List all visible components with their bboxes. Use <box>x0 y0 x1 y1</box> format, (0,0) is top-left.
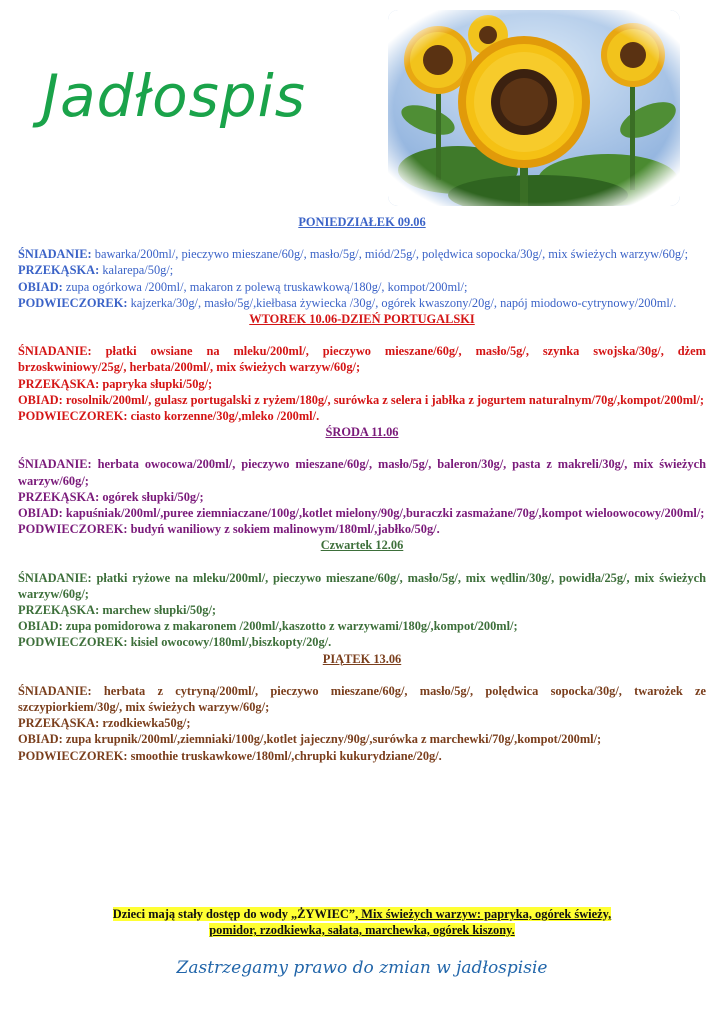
sunflower-image <box>388 10 680 206</box>
menu-row: ŚNIADANIE: bawarka/200ml/, pieczywo mieszane/60g/, masło/5g/, miód/25g/, polędwica sopocka/30g/, mix świeżych warzyw/60g/; <box>18 247 689 262</box>
menu-row: PRZEKĄSKA: rzodkiewka50g/; <box>18 716 191 731</box>
menu-row: PODWIECZOREK: kisiel owocowy/180ml/,biszkopty/20g/. <box>18 635 332 650</box>
menu-row: PRZEKĄSKA: ogórek słupki/50g/; <box>18 489 204 504</box>
footer-disclaimer: Zastrzegamy prawo do zmian w jadłospisie <box>176 958 548 978</box>
menu-row: PRZEKĄSKA: kalarepa/50g/; <box>18 263 174 278</box>
water-note <box>66 906 658 938</box>
menu-row: ŚNIADANIE: płatki ryżowe na mleku/200ml/, pieczywo mieszane/60g/, masło/5g/, mix wędlin/30g/, powidła/25g/, mix świeżych warzyw/60g/; <box>18 570 706 601</box>
menu-row: PODWIECZOREK: ciasto korzenne/30g/,mleko /200ml/. <box>18 409 320 424</box>
day-title-friday: PIĄTEK 13.06 <box>322 651 402 666</box>
menu-row: OBIAD: zupa krupnik/200ml/,ziemniaki/100g/,kotlet jajeczny/90g/,surówka z marchewki/70g/,kompot/200ml/; <box>18 732 602 747</box>
menu-row: PODWIECZOREK: budyń waniliowy z sokiem malinowym/180ml/,jabłko/50g/. <box>18 522 440 537</box>
day-title-wednesday: ŚRODA 11.06 <box>325 425 399 440</box>
menu-row: OBIAD: zupa pomidorowa z makaronem /200ml/,kaszotto z warzywami/180g/,kompot/200ml/; <box>18 619 518 634</box>
note-part-3: pomidor, rzodkiewka, sałata, marchewka, ogórek kiszony. <box>209 923 515 937</box>
day-title-monday: PONIEDZIAŁEK 09.06 <box>298 215 426 229</box>
page-title: Jadłospis <box>42 62 306 130</box>
menu-row: PRZEKĄSKA: papryka słupki/50g/; <box>18 376 213 391</box>
menu-row: PODWIECZOREK: smoothie truskawkowe/180ml/,chrupki kukurydziane/20g/. <box>18 748 442 763</box>
menu-row: ŚNIADANIE: płatki owsiane na mleku/200ml/, pieczywo mieszane/60g/, masło/5g/, szynka swojska/30g/, dżem brzoskwiniowy/25g/, herbata/200ml/, mix świeżych warzyw/60g/; <box>18 344 706 375</box>
day-title-thursday: Czwartek 12.06 <box>320 538 404 553</box>
menu-row: ŚNIADANIE: herbata owocowa/200ml/, pieczywo mieszane/60g/, masło/5g/, baleron/30g/, pasta z makreli/30g/, mix świeżych warzyw/60g/; <box>18 457 706 488</box>
note-part-2: Mix świeżych warzyw: papryka, ogórek świeży, <box>358 907 612 921</box>
menu-row: OBIAD: rosolnik/200ml/, gulasz portugalski z ryżem/180g/, surówka z selera i jabłka z jogurtem naturalnym/70g/,kompot/200ml/; <box>18 392 705 407</box>
sunflower-illustration <box>388 10 680 206</box>
menu-row: ŚNIADANIE: herbata z cytryną/200ml/, pieczywo mieszane/60g/, masło/5g/, polędwica sopocka/30g/, twarożek ze szczypiorkiem/30g/, mix świeżych warzyw/60g/; <box>18 683 706 715</box>
note-part-1: Dzieci mają stały dostęp do wody „ŻYWIEC”, <box>112 907 359 921</box>
menu-row: OBIAD: kapuśniak/200ml/,puree ziemniaczane/100g/,kotlet mielony/90g/,buraczki zasmażane/70g/,kompot wieloowocowy/200ml/; <box>18 506 705 521</box>
menu-row: PODWIECZOREK: kajzerka/30g/, masło/5g/,kiełbasa żywiecka /30g/, ogórek kwaszony/20g/, napój miodowo-cytrynowy/200ml/. <box>18 295 677 310</box>
menu-content <box>18 214 706 764</box>
day-title-tuesday: WTOREK 10.06-DZIEŃ PORTUGALSKI <box>249 312 475 327</box>
menu-row: PRZEKĄSKA: marchew słupki/50g/; <box>18 603 217 618</box>
menu-row: OBIAD: zupa ogórkowa /200ml/, makaron z polewą truskawkową/180g/, kompot/200ml/; <box>18 279 468 294</box>
